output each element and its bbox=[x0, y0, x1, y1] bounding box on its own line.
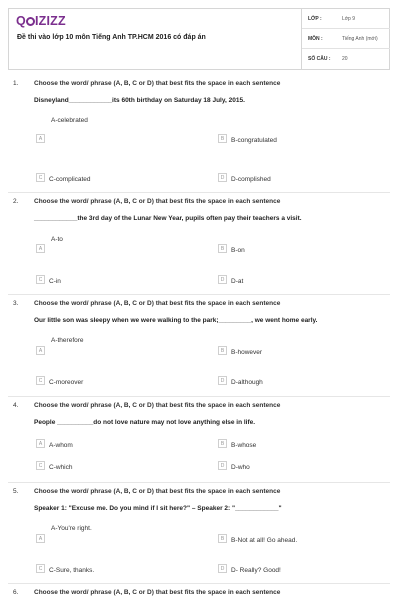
question-prompt: Choose the word/ phrase (A, B, C or D) that best fits the space in each sentence bbox=[34, 300, 281, 307]
option-d-text: D- Really? Good! bbox=[231, 567, 281, 574]
meta-label: MÔN : bbox=[308, 36, 323, 42]
option-a-text: A-whom bbox=[49, 442, 73, 449]
option-b-box[interactable]: B bbox=[218, 346, 227, 355]
option-b-box[interactable]: B bbox=[218, 534, 227, 543]
option-b-text: B-whose bbox=[231, 442, 257, 449]
option-d-box[interactable]: D bbox=[218, 376, 227, 385]
option-d-text: D-although bbox=[231, 379, 263, 386]
option-b-text: B-however bbox=[231, 349, 263, 356]
option-b-box[interactable]: B bbox=[218, 134, 227, 143]
option-d-box[interactable]: D bbox=[218, 564, 227, 573]
question-divider bbox=[8, 396, 390, 397]
question-prompt: Choose the word/ phrase (A, B, C or D) that best fits the space in each sentence bbox=[34, 198, 281, 205]
option-a-box[interactable]: A bbox=[36, 244, 45, 253]
question-divider bbox=[8, 482, 390, 483]
option-c-text: C-which bbox=[49, 464, 73, 471]
option-a-box[interactable]: A bbox=[36, 346, 45, 355]
meta-label: LỚP : bbox=[308, 16, 322, 22]
option-d-box[interactable]: D bbox=[218, 275, 227, 284]
option-c-box[interactable]: C bbox=[36, 376, 45, 385]
option-b-text: B-on bbox=[231, 247, 245, 254]
question-sentence: ____________the 3rd day of the Lunar New Year, pupils often pay their teachers a visit. bbox=[34, 215, 302, 222]
option-a-text: A-celebrated bbox=[51, 117, 88, 124]
option-d-box[interactable]: D bbox=[218, 461, 227, 470]
question-divider bbox=[8, 294, 390, 295]
option-a-text: A-You're right. bbox=[51, 525, 92, 532]
question-prompt: Choose the word/ phrase (A, B, C or D) that best fits the space in each sentence bbox=[34, 80, 281, 87]
meta-table bbox=[301, 9, 390, 69]
question-divider bbox=[8, 583, 390, 584]
option-d-text: D-who bbox=[231, 464, 250, 471]
option-d-box[interactable]: D bbox=[218, 173, 227, 182]
option-c-box[interactable]: C bbox=[36, 173, 45, 182]
question-sentence: Disneyland____________its 60th birthday on Saturday 18 July, 2015. bbox=[34, 97, 245, 104]
option-b-text: B-Not at all! Go ahead. bbox=[231, 537, 298, 544]
option-b-box[interactable]: B bbox=[218, 439, 227, 448]
question-number: 2. bbox=[13, 198, 19, 205]
option-c-text: C-moreover bbox=[49, 379, 84, 386]
question-prompt: Choose the word/ phrase (A, B, C or D) that best fits the space in each sentence bbox=[34, 488, 281, 495]
option-c-text: C-in bbox=[49, 278, 61, 285]
option-c-box[interactable]: C bbox=[36, 461, 45, 470]
question-prompt: Choose the word/ phrase (A, B, C or D) that best fits the space in each sentence bbox=[34, 402, 281, 409]
meta-label: SỐ CÂU : bbox=[308, 56, 331, 62]
option-c-text: C-complicated bbox=[49, 176, 91, 183]
meta-row-subject bbox=[302, 29, 390, 49]
document-title: Đề thi vào lớp 10 môn Tiếng Anh TP.HCM 2016 có đáp án bbox=[17, 34, 206, 41]
option-a-text: A-to bbox=[51, 236, 63, 243]
question-number: 6. bbox=[13, 589, 19, 596]
option-c-box[interactable]: C bbox=[36, 564, 45, 573]
question-sentence: Our little son was sleepy when we were walking to the park;_________, we went home early. bbox=[34, 317, 318, 324]
option-a-text: A-therefore bbox=[51, 337, 84, 344]
worksheet-header bbox=[8, 8, 390, 70]
quizizz-logo: Q IZIZZ bbox=[16, 14, 66, 28]
question-number: 1. bbox=[13, 80, 19, 87]
question-sentence: People __________do not love nature may not love anything else in life. bbox=[34, 419, 256, 426]
meta-row-count bbox=[302, 49, 390, 69]
meta-value: 20 bbox=[342, 56, 348, 62]
question-number: 3. bbox=[13, 300, 19, 307]
option-c-box[interactable]: C bbox=[36, 275, 45, 284]
option-a-box[interactable]: A bbox=[36, 134, 45, 143]
question-number: 4. bbox=[13, 402, 19, 409]
question-prompt: Choose the word/ phrase (A, B, C or D) that best fits the space in each sentence bbox=[34, 589, 281, 596]
option-a-box[interactable]: A bbox=[36, 439, 45, 448]
meta-value: Tiếng Anh (mới) bbox=[342, 36, 378, 42]
question-sentence: Speaker 1: "Excuse me. Do you mind if I sit here?" – Speaker 2: "____________" bbox=[34, 505, 282, 512]
question-number: 5. bbox=[13, 488, 19, 495]
option-b-text: B-congratulated bbox=[231, 137, 277, 144]
option-b-box[interactable]: B bbox=[218, 244, 227, 253]
option-a-box[interactable]: A bbox=[36, 534, 45, 543]
option-d-text: D-complished bbox=[231, 176, 271, 183]
question-divider bbox=[8, 192, 390, 193]
meta-value: Lớp 9 bbox=[342, 16, 356, 22]
option-d-text: D-at bbox=[231, 278, 244, 285]
meta-row-class bbox=[302, 9, 390, 29]
option-c-text: C-Sure, thanks. bbox=[49, 567, 95, 574]
